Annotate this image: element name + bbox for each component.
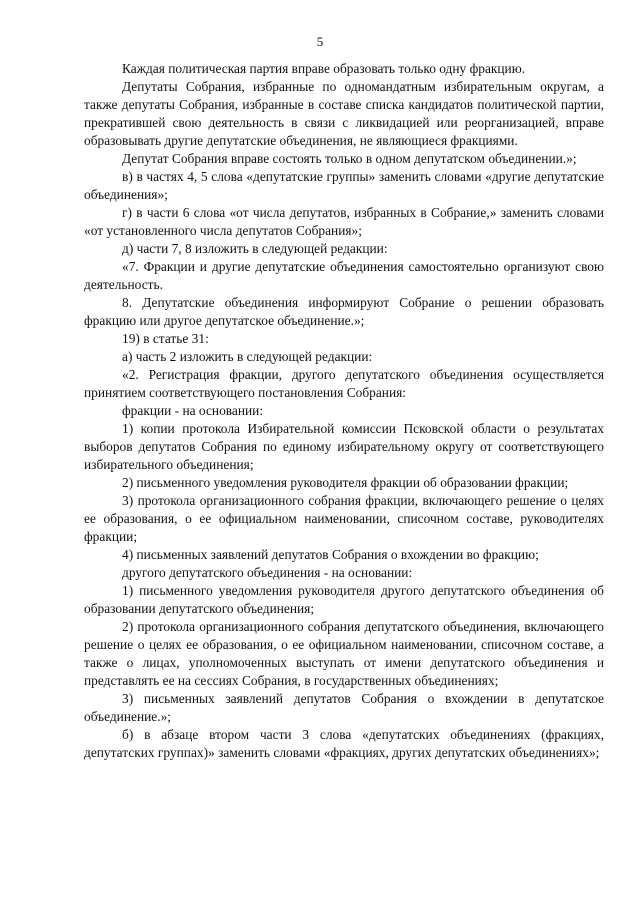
- paragraph: 1) копии протокола Избирательной комиссии Псковской области о результатах выборов депутатов Собрания по единому избирательному округу от соответствующего избирательного объединения;: [84, 421, 604, 472]
- paragraph: 2) протокола организационного собрания депутатского объединения, включающего решение о целях ее образования, о ее официальном наименовании, списочном составе, а также о лицах, уполномоченных выступать от имени депутатского объединения и представлять ее на сессиях Собрания, в государственных объединениях;: [84, 619, 604, 688]
- paragraph: 8. Депутатские объединения информируют Собрание о решении образовать фракцию или другое депутатское объединение.»;: [84, 295, 604, 328]
- paragraph: 2) письменного уведомления руководителя фракции об образовании фракции;: [122, 475, 569, 490]
- paragraph: Депутаты Собрания, избранные по одномандатным избирательным округам, а также депутаты Собрания, избранные в составе списка кандидатов политической партии, прекратившей свою деятельность в связи с ликвидацией или реорганизацией, вправе образовывать другие депутатские объединения, не являющиеся фракциями.: [84, 79, 604, 148]
- paragraph: фракции - на основании:: [122, 403, 264, 418]
- paragraph: Каждая политическая партия вправе образовать только одну фракцию.: [122, 61, 526, 76]
- paragraph: «7. Фракции и другие депутатские объединения самостоятельно организуют свою деятельность.: [84, 259, 604, 292]
- paragraph: в) в частях 4, 5 слова «депутатские группы» заменить словами «другие депутатские объединения»;: [84, 169, 604, 202]
- paragraph: 3) протокола организационного собрания фракции, включающего решение о целях ее образования, о ее официальном наименовании, списочном составе, руководителях фракции;: [84, 493, 604, 544]
- page-number: 5: [316, 34, 324, 49]
- paragraph: 4) письменных заявлений депутатов Собрания о вхождении во фракцию;: [122, 547, 539, 562]
- document-body: [84, 60, 604, 762]
- paragraph: Депутат Собрания вправе состоять только в одном депутатском объединении.»;: [122, 151, 577, 166]
- paragraph: 1) письменного уведомления руководителя другого депутатского объединения об образовании депутатского объединения;: [84, 583, 604, 616]
- paragraph: 3) письменных заявлений депутатов Собрания о вхождении в депутатское объединение.»;: [84, 691, 604, 724]
- paragraph: г) в части 6 слова «от числа депутатов, избранных в Собрание,» заменить словами «от установленного числа депутатов Собрания»;: [84, 205, 604, 238]
- paragraph: другого депутатского объединения - на основании:: [122, 565, 413, 580]
- paragraph: б) в абзаце втором части 3 слова «депутатских объединениях (фракциях, депутатских группах)» заменить словами «фракциях, других депутатских объединениях»;: [84, 727, 604, 760]
- paragraph: «2. Регистрация фракции, другого депутатского объединения осуществляется принятием соответствующего постановления Собрания:: [84, 367, 604, 400]
- paragraph: а) часть 2 изложить в следующей редакции:: [122, 349, 373, 364]
- paragraph: д) части 7, 8 изложить в следующей редакции:: [122, 241, 388, 256]
- paragraph: 19) в статье 31:: [122, 331, 209, 346]
